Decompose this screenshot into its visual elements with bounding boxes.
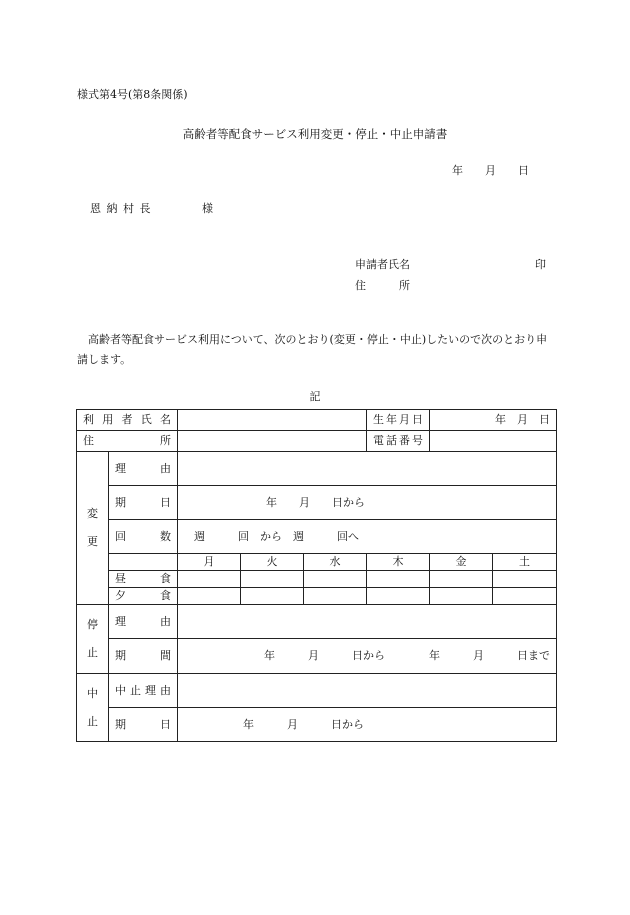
birth-date-field[interactable]: 年 月 日: [430, 410, 557, 431]
dinner-thu-cell[interactable]: [367, 588, 430, 605]
dinner-sat-cell[interactable]: [493, 588, 557, 605]
applicant-name-label: 申請者氏名: [355, 258, 410, 271]
lunch-tue-cell[interactable]: [241, 571, 304, 588]
day-header-tue: 火: [241, 554, 304, 571]
phone-label: 電話番号: [367, 431, 430, 452]
dinner-mon-cell[interactable]: [178, 588, 241, 605]
cancel-reason-field[interactable]: [178, 674, 557, 708]
change-count-field[interactable]: 週 回 から 週 回へ: [178, 520, 557, 554]
dinner-wed-cell[interactable]: [304, 588, 367, 605]
addressee: 恩 納 村 長: [90, 202, 152, 215]
suspend-reason-field[interactable]: [178, 605, 557, 639]
honorific: 様: [202, 202, 213, 215]
day-header-sat: 土: [493, 554, 557, 571]
user-name-field[interactable]: [178, 410, 367, 431]
user-name-label: 利 用 者 氏 名: [77, 410, 178, 431]
day-header-fri: 金: [430, 554, 493, 571]
cancel-date-field[interactable]: 年 月 日から: [178, 708, 557, 742]
application-table: [76, 409, 557, 742]
day-header-mon: 月: [178, 554, 241, 571]
change-reason-field[interactable]: [178, 452, 557, 486]
suspend-period-label: 期 間: [109, 639, 178, 674]
change-period-label: 期 日: [109, 486, 178, 520]
change-group-label: 変 更: [77, 452, 109, 605]
lunch-wed-cell[interactable]: [304, 571, 367, 588]
dinner-label: 夕 食: [109, 588, 178, 605]
dinner-fri-cell[interactable]: [430, 588, 493, 605]
dinner-tue-cell[interactable]: [241, 588, 304, 605]
suspend-reason-label: 理 由: [109, 605, 178, 639]
change-reason-label: 理 由: [109, 452, 178, 486]
change-count-label: 回 数: [109, 520, 178, 554]
day-header-wed: 水: [304, 554, 367, 571]
suspend-period-field[interactable]: 年 月 日から 年 月 日まで: [178, 639, 557, 674]
change-period-field[interactable]: 年 月 日から: [178, 486, 557, 520]
birth-date-label: 生年月日: [367, 410, 430, 431]
ki-marker: 記: [309, 390, 321, 403]
date-line: 年 月 日: [452, 164, 529, 177]
form-number: 様式第4号(第8条関係): [77, 88, 188, 101]
lunch-label: 昼 食: [109, 571, 178, 588]
document-title: 高齢者等配食サービス利用変更・停止・中止申請書: [182, 127, 448, 141]
lunch-mon-cell[interactable]: [178, 571, 241, 588]
cancel-date-label: 期 日: [109, 708, 178, 742]
seal-mark: 印: [535, 258, 546, 271]
cancel-reason-label: 中止理由: [109, 674, 178, 708]
day-header-thu: 木: [367, 554, 430, 571]
address-label: 住 所: [77, 431, 178, 452]
lunch-thu-cell[interactable]: [367, 571, 430, 588]
lunch-fri-cell[interactable]: [430, 571, 493, 588]
address-field[interactable]: [178, 431, 367, 452]
request-statement: 高齢者等配食サービス利用について、次のとおり(変更・停止・中止)したいので次のとおり申請します。: [77, 333, 548, 366]
day-header-blank: [109, 554, 178, 571]
applicant-address-label: 住 所: [355, 279, 410, 292]
suspend-group-label: 停 止: [77, 605, 109, 674]
lunch-sat-cell[interactable]: [493, 571, 557, 588]
phone-field[interactable]: [430, 431, 557, 452]
cancel-group-label: 中 止: [77, 674, 109, 742]
